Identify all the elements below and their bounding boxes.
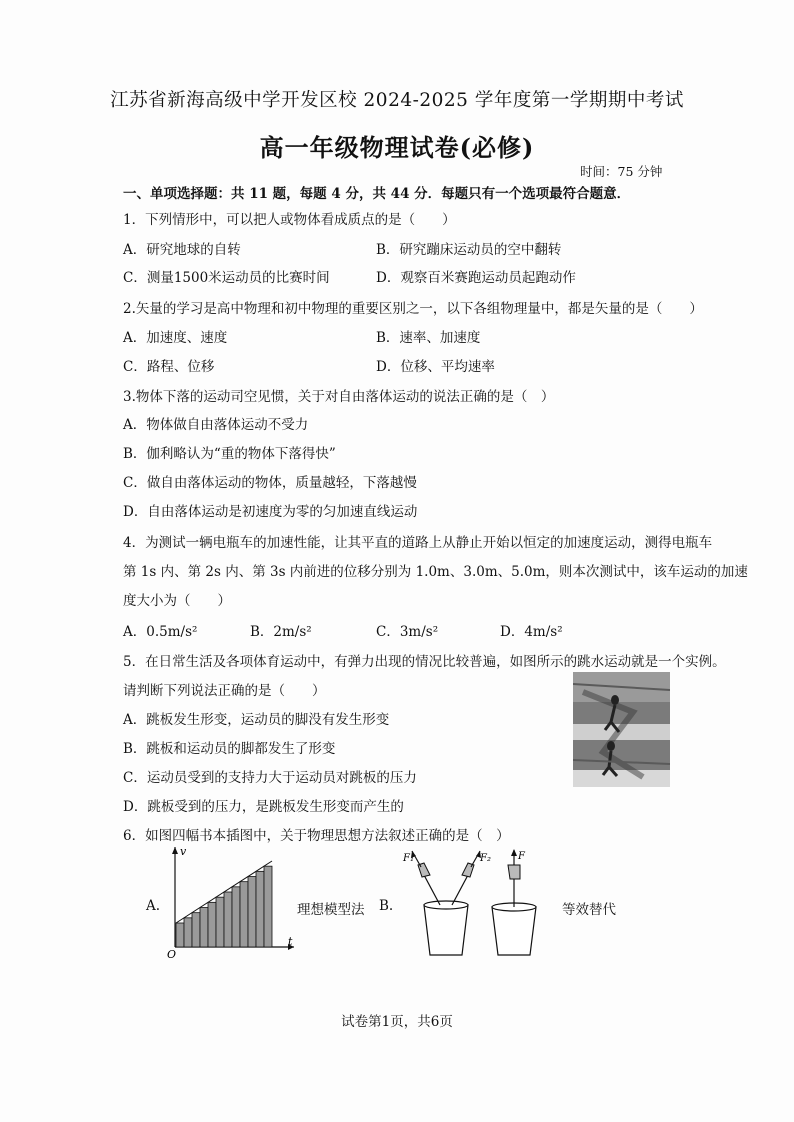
graph-bar (232, 887, 240, 947)
f-label: F (518, 851, 525, 862)
graph-bar (192, 913, 200, 947)
question-6-option-b-text: 等效替代 (562, 902, 616, 918)
question-6-option-a-letter: A. (146, 898, 161, 914)
spring-scale-diagram (400, 845, 550, 960)
question-5-option-b: B．跳板和运动员的脚都发生了形变 (123, 741, 336, 757)
section-heading: 一、单项选择题：共 11 题，每题 4 分，共 44 分．每题只有一个选项最符合题意． (123, 186, 631, 202)
graph-bar (240, 882, 248, 947)
left-string-1 (424, 875, 440, 905)
left-cup (424, 905, 468, 955)
question-6-option-b-letter: B. (379, 898, 394, 914)
question-4-option-c: C．3m/s² (376, 624, 439, 640)
question-1-stem: 1．下列情形中，可以把人或物体看成质点的是（ ） (123, 212, 456, 228)
exam-time: 时间：75 分钟 (580, 164, 663, 179)
graph-origin-label: O (167, 948, 177, 960)
question-3-stem: 3.物体下落的运动司空见惯，关于对自由落体运动的说法正确的是（ ） (123, 389, 555, 405)
graph-bar (176, 923, 184, 947)
question-4-option-a: A．0.5m/s² (123, 624, 198, 640)
question-5-line-1: 5．在日常生活及各项体育运动中，有弹力出现的情况比较普遍，如图所示的跳水运动就是一个实例。 (123, 654, 726, 670)
graph-bar (248, 877, 256, 948)
graph-v-label: v (180, 845, 187, 858)
left-cup-rim (424, 901, 468, 909)
graph-bar (200, 908, 208, 948)
diving-photo (573, 672, 670, 787)
question-4-line-1: 4．为测试一辆电瓶车的加速性能，让其平直的道路上从静止开始以恒定的加速度运动，测得电瓶车 (123, 535, 713, 551)
question-2-option-b: B．速率、加速度 (376, 330, 481, 346)
diving-photo-drawing (573, 672, 670, 787)
question-5-option-a: A．跳板发生形变，运动员的脚没有发生形变 (123, 712, 390, 728)
question-3-option-c: C．做自由落体运动的物体，质量越轻，下落越慢 (123, 475, 417, 491)
page-footer: 试卷第1页，共6页 (341, 1014, 453, 1030)
graph-bar (184, 918, 192, 947)
right-hand (508, 865, 520, 879)
graph-bar (216, 897, 224, 947)
school-header: 江苏省新海高级中学开发区校 2024-2025 学年度第一学期期中考试 (110, 90, 684, 111)
question-4-line-2: 第 1s 内、第 2s 内、第 3s 内前进的位移分别为 1.0m、3.0m、5.0m，则本次测试中，该车运动的加速 (123, 564, 748, 580)
graph-v-arrow (172, 847, 178, 854)
question-6-option-a-text: 理想模型法 (297, 902, 365, 918)
question-1-option-c: C．测量1500米运动员的比赛时间 (123, 270, 330, 286)
graph-bar (208, 902, 216, 947)
graph-t-label: t (288, 935, 293, 948)
exam-title: 高一年级物理试卷(必修) (259, 133, 535, 162)
question-4-line-3: 度大小为（ ） (123, 593, 231, 609)
left-string-2 (452, 875, 468, 905)
question-4-option-b: B．2m/s² (250, 624, 312, 640)
question-2-option-c: C．路程、位移 (123, 359, 215, 375)
question-4-option-d: D．4m/s² (500, 624, 563, 640)
graph-bar (264, 866, 272, 947)
question-1-option-b: B．研究蹦床运动员的空中翻转 (376, 242, 562, 258)
right-cup (492, 907, 536, 955)
question-6-stem: 6．如图四幅书本插图中，关于物理思想方法叙述正确的是（ ） (123, 828, 510, 844)
question-5-line-2: 请判断下列说法正确的是（ ） (123, 683, 326, 699)
question-1-option-a: A．研究地球的自转 (123, 242, 241, 258)
question-2-option-d: D．位移、平均速率 (376, 359, 495, 375)
graph-bar (256, 871, 264, 947)
f1-label: F₁ (403, 853, 414, 864)
question-2-stem: 2.矢量的学习是高中物理和初中物理的重要区别之一，以下各组物理量中，都是矢量的是（ ） (123, 301, 703, 317)
question-5-option-c: C．运动员受到的支持力大于运动员对跳板的压力 (123, 770, 417, 786)
question-2-option-a: A．加速度、速度 (123, 330, 228, 346)
velocity-time-graph (160, 845, 300, 960)
graph-bar (224, 892, 232, 947)
graph-bars (176, 866, 272, 947)
question-5-option-d: D．跳板受到的压力，是跳板发生形变而产生的 (123, 799, 404, 815)
question-3-option-d: D．自由落体运动是初速度为零的匀加速直线运动 (123, 504, 418, 520)
question-1-option-d: D．观察百米赛跑运动员起跑动作 (376, 270, 576, 286)
question-3-option-b: B．伽利略认为“重的物体下落得快” (123, 446, 336, 462)
f2-label: F₂ (480, 853, 491, 864)
question-3-option-a: A．物体做自由落体运动不受力 (123, 417, 309, 433)
